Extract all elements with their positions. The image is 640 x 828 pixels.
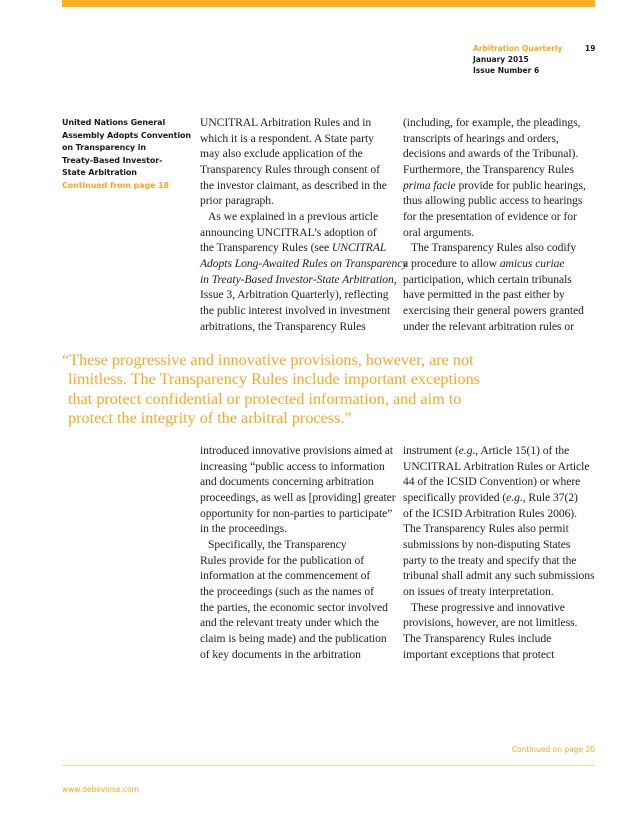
text-line [200,240,395,256]
continued-from-link[interactable]: Continued from page 18 [62,180,169,190]
website-link[interactable]: www.debevoise.com [62,785,139,794]
text-line: the proceedings (such as the names of [200,584,374,598]
text-line: oral arguments. [403,225,475,239]
bottom-right-column [403,443,598,662]
text-segment: provide for public hearings, [455,178,586,192]
text-line: Treaty-Based Investor- [62,155,163,165]
text-line: information at the commencement of [200,569,371,583]
text-line: These progressive and innovative [411,600,565,614]
text-segment: , Rule 37(2) [522,490,578,504]
text-line: party to the treaty and specify that the [403,553,577,567]
text-segment: instrument ( [403,444,459,457]
footer-divider [62,765,595,766]
text-line: Assembly Adopts Convention [62,130,192,140]
text-line: decisions and awards of the Tribunal). [403,147,579,161]
text-line: The Transparency Rules also codify [411,241,577,255]
text-line [403,443,598,459]
text-line: opportunity for non-parties to participate” [200,506,393,520]
text-line: Issue 3, Arbitration Quarterly), reflecting [200,288,389,302]
text-line: and documents concerning arbitration [200,475,374,489]
text-line: in the proceedings. [200,522,287,536]
text-line: the parties, the economic sector involved [200,600,388,614]
bottom-left-column [200,443,395,662]
text-line [403,490,598,506]
text-line: of the ICSID Arbitration Rules 2006). [403,506,577,520]
text-line: limitless. The Transparency Rules include important exceptions [68,370,480,389]
italic-text: UNCITRAL [331,241,387,255]
text-line: participation, which certain tribunals [403,272,572,286]
text-line: Transparency Rules through consent of [200,162,380,176]
text-line [403,256,598,272]
text-line: exercising their general powers granted [403,303,584,317]
text-line [403,178,598,194]
text-line: important exceptions that protect [403,647,555,661]
article-sidebar [62,117,192,193]
text-line: the public interest involved in investment [200,303,391,317]
text-line [200,256,408,272]
italic-text: Adopts Long-Awaited Rules on Transparency [200,256,408,270]
page-number: 19 [585,44,596,53]
text-line: The Transparency Rules include [403,631,552,645]
text-line: may also exclude application of the [200,147,363,161]
issue-date: January 2015 [473,55,529,64]
text-line: and the relevant treaty under which the [200,616,379,630]
text-line: thus allowing public access to hearings [403,194,583,208]
text-line: Specifically, the Transparency [208,537,347,551]
text-line: United Nations General [62,118,166,127]
publication-title: Arbitration Quarterly [473,44,563,53]
italic-text: e.g. [506,490,523,504]
text-line: As we explained in a previous article [208,209,379,223]
text-line: 44 of the ICSID Convention) or where [403,475,581,489]
issue-number: Issue Number 6 [473,66,540,75]
text-line: “These progressive and innovative provisions, however, are not [62,351,474,369]
text-line: transcripts of hearings and orders, [403,131,559,145]
italic-text: in Treaty-Based Investor-State Arbitration, [200,272,397,286]
text-line: under the relevant arbitration rules or [403,319,574,333]
italic-text: e.g. [458,444,476,457]
text-line: (including, for example, the pleadings, [403,116,581,129]
top-right-column [403,115,598,334]
continued-on-link[interactable]: Continued on page 20 [511,745,595,754]
text-line: increasing “public access to information [200,459,385,473]
text-line: which it is a respondent. A State party [200,131,374,145]
text-line: protect the integrity of the arbitral process.” [68,409,352,428]
text-line: State Arbitration [62,168,137,178]
top-left-column [200,115,408,334]
text-segment: specifically provided ( [403,490,507,504]
text-segment: , Article 15(1) of the [475,444,570,457]
pull-quote [62,351,602,429]
italic-text: prima facie [403,178,456,192]
text-line: announcing UNCITRAL’s adoption of [200,225,377,239]
text-segment: a procedure to allow [403,256,500,270]
text-line: on issues of treaty interpretation. [403,584,554,598]
text-line: on Transparency in [62,143,146,153]
text-line: introduced innovative provisions aimed at [200,444,394,457]
text-line: that protect confidential or protected information, and aim to [68,389,462,408]
text-line: of key documents in the arbitration [200,647,361,661]
text-line: prior paragraph. [200,194,274,208]
text-line: provisions, however, are not limitless. [403,616,578,630]
text-line: submissions by non-disputing States [403,537,571,551]
italic-text: amicus curiae [499,256,565,270]
top-accent-bar [62,0,595,7]
article-title [62,117,192,180]
text-line: The Transparency Rules also permit [403,522,569,536]
text-line: Furthermore, the Transparency Rules [403,162,574,176]
text-line: tribunal shall admit any such submissions [403,569,595,583]
text-line: arbitrations, the Transparency Rules [200,319,366,333]
text-line: claim is being made) and the publication [200,631,387,645]
text-line [200,272,395,288]
text-segment: the Transparency Rules (see [200,241,332,255]
text-line: UNCITRAL Arbitration Rules or Article [403,459,590,473]
text-line: UNCITRAL Arbitration Rules and in [200,116,372,129]
text-line: the investor claimant, as described in the [200,178,387,192]
text-line: proceedings, as well as [providing] greater [200,490,396,504]
text-line: for the presentation of evidence or for [403,209,577,223]
text-line: have permitted in the past either by [403,288,565,302]
text-line: Rules provide for the publication of [200,553,365,567]
